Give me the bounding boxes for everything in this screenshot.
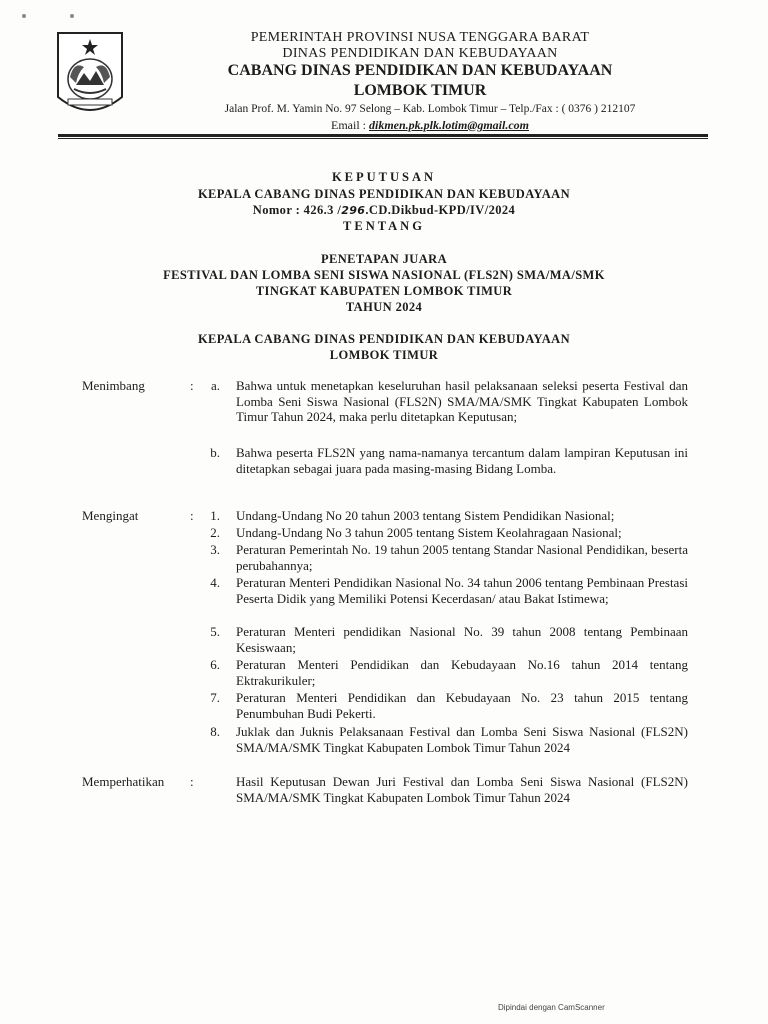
letterhead-divider-thin: [58, 138, 708, 139]
letterhead-divider-thick: [58, 134, 708, 137]
mengingat-label: Mengingat: [82, 508, 139, 523]
mengingat-marker: 4.: [210, 575, 220, 590]
provincial-emblem-logo: [54, 27, 126, 125]
mengingat-marker: 1.: [210, 508, 220, 523]
letterhead-address: Jalan Prof. M. Yamin No. 97 Selong – Kab. Lombok Timur – Telp./Fax : ( 0376 ) 212107: [224, 103, 636, 115]
menimbang-marker: a.: [210, 378, 220, 393]
letterhead-email: [230, 118, 630, 133]
decree-issuer-2: LOMBOK TIMUR: [329, 348, 439, 362]
mengingat-marker: 7.: [210, 690, 220, 705]
decree-subject-2: FESTIVAL DAN LOMBA SENI SISWA NASIONAL (FLS2N) SMA/MA/SMK: [163, 268, 605, 282]
menimbang-item-text: Bahwa untuk menetapkan keseluruhan hasil pelaksanaan seleksi peserta Festival dan Lomba Seni Siswa Nasional (FLS2N) SMA/MA/SMK Tingkat Kabupaten Lombok Timur Tahun 2024, maka perlu ditetapkan Keputusan;: [236, 378, 688, 424]
scan-speck: [22, 14, 26, 18]
mengingat-item-text: Peraturan Menteri pendidikan Nasional No. 39 tahun 2008 tentang Pembinaan Kesiswaan;: [236, 624, 688, 655]
mengingat-marker: 5.: [210, 624, 220, 639]
menimbang-colon: :: [190, 378, 194, 393]
mengingat-item-text: Peraturan Menteri Pendidikan dan Kebudayaan No.16 tahun 2014 tentang Ektrakurikuler;: [236, 657, 688, 688]
menimbang-label: Menimbang: [82, 378, 145, 393]
mengingat-item-text: Undang-Undang No 3 tahun 2005 tentang Sistem Keolahragaan Nasional;: [236, 525, 622, 540]
decree-subject-4: TAHUN 2024: [345, 300, 423, 314]
decree-title: KEPUTUSAN: [331, 170, 437, 184]
memperhatikan-text: Hasil Keputusan Dewan Juri Festival dan Lomba Seni Siswa Nasional (FLS2N) SMA/MA/SMK Tingkat Kabupaten Lombok Timur Tahun 2024: [236, 774, 688, 805]
menimbang-item-text: Bahwa peserta FLS2N yang nama-namanya tercantum dalam lampiran Keputusan ini ditetapkan sebagai juara pada masing-masing Bidang Lomba.: [236, 445, 688, 476]
letterhead-branch-line: CABANG DINAS PENDIDIKAN DAN KEBUDAYAAN: [227, 62, 613, 79]
scanner-watermark: Dipindai dengan CamScanner: [498, 1003, 605, 1012]
decree-number-handwritten: 296: [341, 204, 366, 217]
decree-issuer-1: KEPALA CABANG DINAS PENDIDIKAN DAN KEBUDAYAAN: [197, 332, 571, 346]
memperhatikan-colon: :: [190, 774, 194, 789]
mengingat-marker: 6.: [210, 657, 220, 672]
decree-subject-1: PENETAPAN JUARA: [320, 252, 448, 266]
mengingat-item-text: Juklak dan Juknis Pelaksanaan Festival dan Lomba Seni Siswa Nasional (FLS2N) SMA/MA/SMK Tingkat Kabupaten Lombok Timur Tahun 2024: [236, 724, 688, 755]
mengingat-marker: 3.: [210, 542, 220, 557]
email-label: Email :: [331, 118, 369, 132]
decree-subject-3: TINGKAT KABUPATEN LOMBOK TIMUR: [255, 284, 513, 298]
scan-speck: [70, 14, 74, 18]
mengingat-item-text: Peraturan Menteri Pendidikan dan Kebudayaan No. 23 tahun 2015 tentang Penumbuhan Budi Pekerti.: [236, 690, 688, 721]
letterhead-region-line: LOMBOK TIMUR: [353, 82, 487, 99]
mengingat-marker: 2.: [210, 525, 220, 540]
mengingat-item-text: Undang-Undang No 20 tahun 2003 tentang Sistem Pendidikan Nasional;: [236, 508, 615, 523]
decree-number: [120, 203, 648, 218]
letterhead-department-line: DINAS PENDIDIKAN DAN KEBUDAYAAN: [282, 46, 558, 61]
mengingat-colon: :: [190, 508, 194, 523]
memperhatikan-label: Memperhatikan: [82, 774, 165, 789]
decree-subtitle: KEPALA CABANG DINAS PENDIDIKAN DAN KEBUDAYAAN: [197, 187, 571, 201]
letterhead-government-line: PEMERINTAH PROVINSI NUSA TENGGARA BARAT: [250, 30, 590, 45]
mengingat-item-text: Peraturan Pemerintah No. 19 tahun 2005 tentang Standar Nasional Pendidikan, beserta perubahannya;: [236, 542, 688, 573]
mengingat-item-text: Peraturan Menteri Pendidikan Nasional No. 34 tahun 2006 tentang Pembinaan Prestasi Peserta Didik yang Memiliki Potensi Kecerdasan/ atau Bakat Istimewa;: [236, 575, 688, 606]
menimbang-marker: b.: [210, 445, 220, 460]
mengingat-marker: 8.: [210, 724, 220, 739]
decree-number-prefix: Nomor : 426.3 /: [252, 203, 342, 217]
email-address: dikmen.pk.plk.lotim@gmail.com: [369, 118, 529, 132]
decree-number-suffix: .CD.Dikbud-KPD/IV/2024: [365, 203, 516, 217]
decree-tentang: TENTANG: [343, 219, 425, 233]
